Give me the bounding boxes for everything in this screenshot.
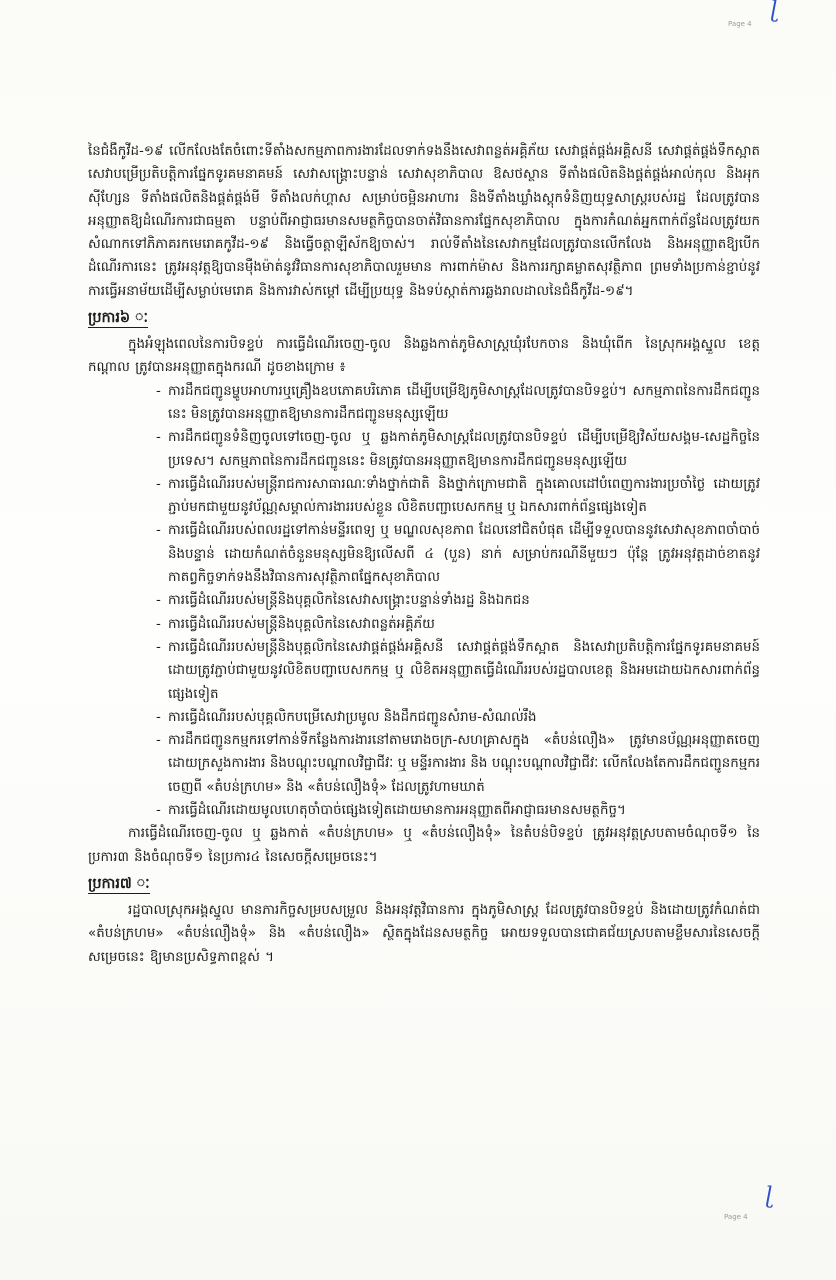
- list-item: - ការធ្វើដំណើររបស់បុគ្គលិកបម្រើសេវាប្រមូល និងដឹកជញ្ជូនសំរាម-សំណល់រឹង: [160, 706, 760, 729]
- document-body: [88, 140, 760, 969]
- article-7-body: រដ្ឋបាលស្រុកអង្គស្នួល មានភារកិច្ចសម្របសម្រួល និងអនុវត្តវិធានការ ក្នុងភូមិសាស្ត្រ ដែលត្រូវបានបិទខ្ទប់ និងដោយត្រូវកំណត់ជា «តំបន់ក្រហម» «តំបន់លឿងទុំ» និង «តំបន់លឿង» ស្ថិតក្នុងដែនសមត្ថកិច្ច អោយទទួលបានជោគជ័យស្របតាមខ្លឹមសារនៃសេចក្តីសម្រេចនេះ ឱ្យមានប្រសិទ្ធភាពខ្ពស់ ។: [88, 902, 760, 965]
- list-item: - ការដឹកជញ្ជូនកម្មករទៅកាន់ទីកន្លែងការងារនៅតាមរោងចក្រ-សហគ្រាសក្នុង «តំបន់លឿង» ត្រូវមានប័ណ្ណអនុញ្ញាតចេញដោយក្រសួងការងារ និងបណ្តុះបណ្តាលវិជ្ជាជីវៈ ឬ មន្ទីរការងារ និង បណ្តុះបណ្តាលវិជ្ជាជីវៈ លើកលែងតែការដឹកជញ្ជូនកម្មករចេញពី «តំបន់ក្រហម» និង «តំបន់លឿងទុំ» ដែលត្រូវហាមឃាត់: [160, 729, 760, 799]
- list-item: - ការធ្វើដំណើររបស់មន្ត្រីនិងបុគ្គលិកនៃសេវាពន្លត់អគ្គិភ័យ: [160, 613, 760, 636]
- article-7-heading-text: ប្រការ៧ ៈ: [88, 875, 150, 892]
- list-item: - ការធ្វើដំណើររបស់មន្ត្រីរាជការសាធារណៈទាំងថ្នាក់ជាតិ និងថ្នាក់ក្រោមជាតិ ក្នុងគោលដៅបំពេញការងារប្រចាំថ្ងៃ ដោយត្រូវភ្ជាប់មកជាមួយនូវប័ណ្ណសម្គាល់ការងាររបស់ខ្លួន លិខិតបញ្ជាបេសកកម្ម ឬ ឯកសារពាក់ព័ន្ធផ្សេងទៀត: [160, 473, 760, 520]
- article-7-heading: [88, 871, 760, 897]
- list-item: - ការដឹកជញ្ជូនទំនិញចូលទៅចេញ-ចូល ឬ ឆ្លងកាត់ភូមិសាស្ត្រដែលត្រូវបានបិទខ្ទប់ ដើម្បីបម្រើឱ្យវិស័យសង្គម-សេដ្ឋកិច្ចនៃប្រទេស។ សកម្មភាពនៃការដឹកជញ្ជូននេះ មិនត្រូវបានអនុញ្ញាតឱ្យមានការដឹកជញ្ជូនមនុស្សឡើយ: [160, 426, 760, 473]
- list-item: - ការដឹកជញ្ជូនម្ហូបអាហារឬគ្រឿងឧបភោគបរិភោគ ដើម្បីបម្រើឱ្យភូមិសាស្ត្រដែលត្រូវបានបិទខ្ទប់។ សកម្មភាពនៃការដឹកជញ្ជូននេះ មិនត្រូវបានអនុញ្ញាតឱ្យមានការដឹកជញ្ជូនមនុស្សឡើយ: [160, 380, 760, 427]
- intro-paragraph: នៃជំងឺកូវីដ-១៩ លើកលែងតែចំពោះទីតាំងសកម្មភាពការងារដែលទាក់ទងនឹងសេវាពន្លត់អគ្គិភ័យ សេវាផ្គត់ផ្គង់អគ្គិសនី សេវាផ្គត់ផ្គង់ទឹកស្អាត សេវាបម្រើប្រតិបត្តិការផ្នែកទូរគមនាគមន៍ សេវាសង្គ្រោះបន្ទាន់ សេវាសុខាភិបាល ឱសថស្ថាន ទីតាំងផលិតនិងផ្គត់ផ្គង់អាល់កុល និងអុកស៊ីហ្សែន ទីតាំងផលិតនិងផ្គត់ផ្គង់មី ទីតាំងលក់ហ្គាស សម្រាប់ចម្អិនអាហារ និងទីតាំងឃ្លាំងស្តុកទំនិញយុទ្ធសាស្ត្ររបស់រដ្ឋ ដែលត្រូវបានអនុញ្ញាតឱ្យដំណើរការជាធម្មតា បន្ទាប់ពីអាជ្ញាធរមានសមត្ថកិច្ចបានចាត់វិធានការផ្នែកសុខាភិបាល ក្នុងការកំណត់អ្នកពាក់ព័ន្ធដែលត្រូវយកសំណាកទៅភិភាគរកមេរោគកូវីដ-១៩ និងធ្វើចត្តាឡីស័កឱ្យចាស់។ រាល់ទីតាំងនៃសេវាកម្មដែលត្រូវបានលើកលែង និងអនុញ្ញាតឱ្យបើកដំណើរការនេះ ត្រូវអនុវត្តឱ្យបានម៉ឺងម៉ាត់នូវវិធានការសុខាភិបាលរួមមាន ការពាក់ម៉ាស និងការរក្សាគម្លាតសុវត្ថិភាព ព្រមទាំងប្រកាន់ខ្ជាប់នូវការធ្វើអនាម័យដើម្បីសម្លាប់មេរោគ និងការវាស់កម្តៅ ដើម្បីប្រយុទ្ធ និងទប់ស្កាត់ការឆ្លងរាលដាលនៃជំងឺកូវីដ-១៩។: [88, 144, 760, 299]
- list-item: - ការធ្វើដំណើររបស់ពលរដ្ឋទៅកាន់មន្ទីរពេទ្យ ឬ មណ្ឌលសុខភាព ដែលនៅជិតបំផុត ដើម្បីទទួលបាននូវសេវាសុខភាពចាំបាច់និងបន្ទាន់ ដោយកំណត់ចំនួនមនុស្សមិនឱ្យលើសពី ៤ (បួន) នាក់ សម្រាប់ករណីនីមួយៗ ប៉ុន្តែ ត្រូវអនុវត្តដាច់ខាតនូវកាតព្វកិច្ចទាក់ទងនឹងវិធានការសុវត្ថិភាពផ្នែកសុខាភិបាល: [160, 519, 760, 589]
- check-mark-icon: ɭ: [770, 0, 778, 23]
- article-6-closing: ការធ្វើដំណើរចេញ-ចូល ឬ ឆ្លងកាត់ «តំបន់ក្រហម» ឬ «តំបន់លឿងទុំ» នៃតំបន់បិទខ្ទប់ ត្រូវអនុវត្តស្របតាមចំណុចទី១ នៃប្រការ៣ និងចំណុចទី១ នៃប្រការ៤ នៃសេចក្តីសម្រេចនេះ។: [88, 826, 760, 865]
- page-number-top: Page 4: [728, 20, 752, 28]
- article-6-heading-text: ប្រការ៦ ៈ: [88, 310, 149, 327]
- article-6-intro: ក្នុងអំឡុងពេលនៃការបិទខ្ទប់ ការធ្វើដំណើរចេញ-ចូល និងឆ្លងកាត់ភូមិសាស្ត្រឃុំរបែកចាន និងឃុំពើក នៃស្រុកអង្គស្នួល ខេត្តកណ្តាល ត្រូវបានអនុញ្ញាតក្នុងករណី ដូចខាងក្រោម ៖: [88, 337, 760, 376]
- list-item: - ការធ្វើដំណើររបស់មន្ត្រីនិងបុគ្គលិកនៃសេវាសង្គ្រោះបន្ទាន់ទាំងរដ្ឋ និងឯកជន: [160, 589, 760, 612]
- article-6-heading: [88, 305, 760, 331]
- page-number-bottom: Page 4: [724, 1213, 748, 1221]
- list-item: - ការធ្វើដំណើរដោយមូលហេតុចាំបាច់ផ្សេងទៀតដោយមានការអនុញ្ញាតពីអាជ្ញាធរមានសមត្ថកិច្ច។: [160, 799, 760, 822]
- list-item: - ការធ្វើដំណើររបស់មន្ត្រីនិងបុគ្គលិកនៃសេវាផ្គត់ផ្គង់អគ្គិសនី សេវាផ្គត់ផ្គង់ទឹកស្អាត និងសេវាប្រតិបត្តិការផ្នែកទូរគមនាគមន៍ ដោយត្រូវភ្ជាប់ជាមួយនូវលិខិតបញ្ជាបេសកកម្ម ឬ លិខិតអនុញ្ញាតធ្វើដំណើររបស់រដ្ឋបាលខេត្ត និងអមដោយឯកសារពាក់ព័ន្ធផ្សេងទៀត: [160, 636, 760, 706]
- article-6-list: [88, 380, 760, 823]
- check-mark-icon: ɭ: [765, 1184, 773, 1209]
